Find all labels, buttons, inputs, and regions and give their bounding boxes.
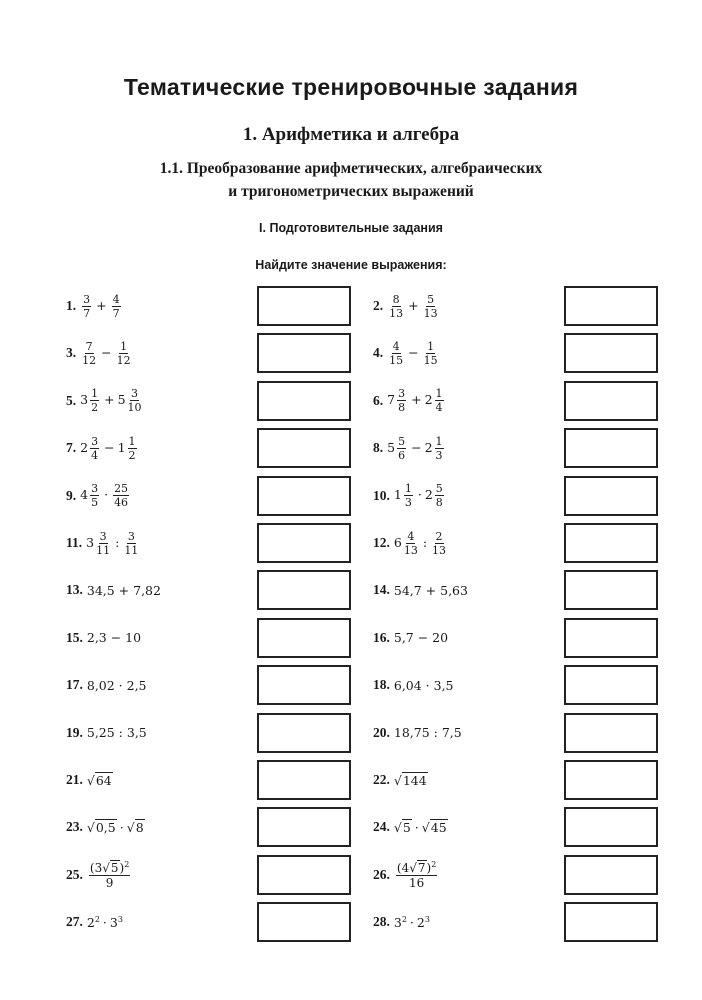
whole-part: 1	[117, 439, 126, 455]
operator: ·	[104, 487, 109, 503]
radicand: 144	[402, 772, 427, 788]
denominator: 13	[403, 543, 418, 557]
answer-box[interactable]	[257, 333, 351, 373]
denominator: 2	[128, 448, 136, 462]
numerator: 1	[91, 387, 99, 401]
fraction	[432, 531, 446, 556]
expression-text: 18,75 : 7,5	[393, 725, 462, 741]
numerator: 4	[392, 339, 400, 353]
denominator: 4	[435, 401, 443, 415]
numerator	[89, 861, 130, 876]
task-item	[373, 712, 462, 754]
task-number: 12.	[373, 535, 390, 550]
fraction	[96, 531, 110, 556]
fraction	[435, 436, 444, 461]
fraction	[128, 436, 137, 461]
answer-box[interactable]	[564, 902, 658, 942]
answer-box[interactable]	[564, 618, 658, 658]
task-expression	[87, 861, 132, 889]
answer-box[interactable]	[564, 428, 658, 468]
fraction	[124, 531, 138, 556]
denominator: 7	[83, 306, 91, 320]
fraction	[424, 294, 438, 319]
task-expression	[87, 915, 123, 930]
task-number: 21.	[66, 772, 83, 787]
whole-part: 6	[393, 534, 402, 550]
coefficient: 4	[401, 860, 410, 875]
whole-part: 7	[387, 392, 396, 408]
answer-box[interactable]	[564, 665, 658, 705]
numerator: 1	[435, 434, 443, 448]
task-item	[373, 569, 468, 611]
task-item	[373, 854, 439, 896]
fraction	[90, 388, 99, 413]
expression-text: 6,04 · 3,5	[393, 677, 454, 693]
power: $2^3$	[416, 914, 430, 930]
fraction	[389, 341, 403, 366]
numerator: 4	[407, 529, 415, 543]
square-root	[409, 862, 426, 874]
task-item	[66, 380, 144, 422]
fraction	[128, 388, 142, 413]
denominator: 13	[389, 306, 404, 320]
fraction	[397, 388, 406, 413]
fraction	[82, 341, 96, 366]
denominator: 13	[423, 306, 438, 320]
radical-sign: √	[86, 819, 95, 835]
denominator: 6	[398, 448, 406, 462]
expression-text: 8,02 · 2,5	[86, 677, 147, 693]
operator: ·	[409, 914, 414, 930]
operator: +	[408, 297, 419, 313]
paren: )	[426, 860, 432, 875]
radicand: 5	[110, 860, 119, 875]
power: $3^2$	[393, 914, 407, 930]
paren: (	[89, 860, 95, 875]
radical-sign: √	[409, 860, 417, 875]
task-expression	[87, 820, 145, 835]
denominator: 15	[389, 353, 404, 367]
denominator: 12	[82, 353, 97, 367]
square-root	[87, 820, 117, 835]
square-root	[394, 773, 428, 788]
task-item	[373, 617, 448, 659]
answer-box[interactable]	[564, 476, 658, 516]
task-number: 22.	[373, 772, 390, 787]
paren: (	[396, 860, 402, 875]
operator: −	[104, 439, 115, 455]
task-number: 11.	[66, 535, 83, 550]
operator: −	[408, 344, 419, 360]
answer-box[interactable]	[257, 902, 351, 942]
answer-box[interactable]	[257, 807, 351, 847]
task-number: 7.	[66, 440, 77, 456]
task-item	[373, 759, 428, 801]
square-root	[87, 773, 113, 788]
answer-box[interactable]	[564, 286, 658, 326]
whole-part: 2	[424, 439, 433, 455]
task-item	[373, 285, 440, 327]
numerator: 3	[91, 434, 99, 448]
denominator: 2	[91, 401, 99, 415]
task-expression	[87, 630, 141, 645]
exponent: 3	[424, 914, 430, 924]
radical-sign: √	[421, 819, 430, 835]
expression-text: 2,3 − 10	[86, 630, 142, 646]
task-number: 17.	[66, 677, 83, 693]
task-expression	[394, 725, 462, 740]
task-number: 25.	[66, 866, 83, 882]
numerator: 3	[127, 529, 135, 543]
page-title: Тематические тренировочные задания	[123, 74, 579, 100]
answer-box[interactable]	[564, 523, 658, 563]
denominator: 3	[435, 448, 443, 462]
operator: ·	[414, 819, 419, 835]
denominator: 46	[114, 496, 129, 510]
fraction	[90, 436, 99, 461]
answer-box[interactable]	[257, 476, 351, 516]
task-expression	[87, 583, 161, 598]
numerator: 3	[91, 482, 99, 496]
radical-sign: √	[102, 860, 110, 875]
whole-part: 2	[80, 439, 89, 455]
fraction	[90, 483, 99, 508]
fraction	[89, 861, 130, 889]
denominator: 16	[408, 875, 425, 890]
expression-text: 54,7 + 5,63	[393, 582, 468, 598]
operator: +	[96, 297, 107, 313]
task-item	[373, 806, 448, 848]
task-expression	[80, 388, 143, 413]
task-number: 6.	[373, 392, 384, 408]
denominator: 13	[432, 543, 447, 557]
numerator: 3	[131, 387, 139, 401]
radical-sign: √	[393, 772, 402, 788]
numerator: 5	[427, 292, 435, 306]
numerator: 7	[85, 339, 93, 353]
radicand: 45	[430, 819, 447, 835]
task-number: 23.	[66, 819, 83, 835]
fraction	[113, 483, 129, 508]
task-number: 16.	[373, 629, 390, 645]
task-number: 19.	[66, 724, 83, 740]
expression-text: 5,25 : 3,5	[86, 725, 147, 741]
operator: +	[104, 392, 115, 408]
radical-sign: √	[393, 819, 402, 835]
task-number: 20.	[373, 724, 390, 740]
numerator: 2	[435, 529, 443, 543]
operator: :	[422, 534, 428, 550]
task-item	[66, 617, 141, 659]
radicand: 8	[135, 819, 144, 835]
denominator: 9	[105, 875, 114, 890]
paren: )	[119, 860, 125, 875]
answer-box[interactable]	[257, 713, 351, 753]
denominator: 12	[116, 353, 131, 367]
power: $2^2$	[86, 914, 100, 930]
denominator: 5	[91, 496, 99, 510]
answer-box[interactable]	[564, 760, 658, 800]
task-number: 2.	[373, 298, 384, 313]
fraction	[397, 436, 406, 461]
instruction-text: Найдите значение выражения:	[255, 258, 447, 272]
whole-part: 2	[424, 487, 433, 503]
expression-text: 5,7 − 20	[393, 630, 449, 646]
numerator	[396, 861, 437, 876]
answer-box[interactable]	[257, 618, 351, 658]
answer-box[interactable]	[564, 570, 658, 610]
radical-sign: √	[86, 772, 95, 788]
task-expression	[86, 531, 140, 556]
subsection-line-1: 1.1. Преобразование арифметических, алгебраических	[159, 160, 543, 177]
denominator: 8	[435, 496, 443, 510]
task-expression	[394, 583, 468, 598]
task-number: 24.	[373, 819, 390, 835]
answer-box[interactable]	[564, 807, 658, 847]
task-expression	[80, 341, 132, 366]
numerator: 1	[404, 482, 412, 496]
answer-box[interactable]	[257, 855, 351, 895]
task-expression	[394, 773, 428, 788]
operator: :	[115, 534, 120, 550]
task-expression	[394, 861, 439, 889]
fraction	[396, 861, 437, 889]
answer-box[interactable]	[257, 286, 351, 326]
operator: −	[101, 344, 112, 360]
numerator: 1	[120, 339, 128, 353]
task-item	[66, 285, 123, 327]
task-expression	[394, 915, 430, 930]
subsection-line-2: и тригонометрических выражений	[228, 183, 474, 200]
task-expression	[387, 341, 439, 366]
task-item	[66, 712, 147, 754]
task-item	[66, 569, 161, 611]
denominator: 11	[96, 543, 111, 557]
exponent: 3	[117, 914, 123, 924]
task-number: 28.	[373, 914, 390, 930]
task-expression	[387, 388, 445, 413]
task-number: 15.	[66, 629, 83, 645]
whole-part: 5	[387, 439, 396, 455]
task-expression	[387, 436, 445, 461]
radicand: 5	[402, 819, 411, 835]
answer-box[interactable]	[257, 570, 351, 610]
task-expression	[394, 531, 448, 556]
answer-box[interactable]	[564, 381, 658, 421]
task-number: 27.	[66, 914, 83, 930]
task-number: 14.	[373, 582, 390, 598]
whole-part: 3	[86, 534, 95, 550]
fraction	[424, 341, 438, 366]
answer-box[interactable]	[257, 760, 351, 800]
numerator: 4	[112, 292, 120, 306]
denominator: 4	[91, 448, 99, 462]
fraction	[389, 294, 403, 319]
task-number: 9.	[66, 487, 77, 503]
task-expression	[394, 630, 448, 645]
operator: +	[411, 392, 422, 408]
numerator: 5	[435, 482, 443, 496]
fraction	[404, 531, 418, 556]
task-item	[373, 901, 430, 943]
answer-box[interactable]	[257, 428, 351, 468]
operator: ·	[417, 487, 422, 503]
numerator: 3	[99, 529, 107, 543]
part-heading: I. Подготовительные задания	[259, 221, 443, 235]
task-item	[66, 759, 113, 801]
numerator: 1	[427, 339, 435, 353]
task-item	[66, 332, 133, 374]
operator: ·	[102, 914, 107, 930]
expression-text: 34,5 + 7,82	[86, 582, 161, 598]
task-expression	[387, 294, 439, 319]
radicand: 7	[417, 860, 426, 875]
numerator: 1	[435, 387, 443, 401]
whole-part: 4	[80, 487, 89, 503]
numerator: 3	[398, 387, 406, 401]
task-number: 8.	[373, 440, 384, 456]
denominator: 8	[398, 401, 406, 415]
task-item	[66, 475, 131, 517]
whole-part: 3	[80, 392, 89, 408]
denominator: 15	[423, 353, 438, 367]
answer-box[interactable]	[257, 381, 351, 421]
numerator: 1	[128, 434, 136, 448]
square-root	[127, 820, 145, 835]
fraction	[404, 483, 413, 508]
task-number: 26.	[373, 866, 390, 882]
square-root	[102, 862, 119, 874]
task-item	[373, 332, 440, 374]
power: $3^3$	[109, 914, 123, 930]
whole-part: 2	[424, 392, 433, 408]
exponent: 2	[124, 859, 130, 869]
task-item	[66, 427, 139, 469]
task-item	[373, 475, 446, 517]
fraction	[117, 341, 131, 366]
subsection-heading	[0, 157, 702, 203]
task-expression	[87, 678, 147, 693]
task-item	[66, 901, 123, 943]
numerator: 3	[83, 292, 91, 306]
task-expression	[394, 820, 448, 835]
task-expression	[394, 483, 446, 508]
task-number: 18.	[373, 677, 390, 693]
task-item	[66, 854, 132, 896]
fraction	[435, 483, 444, 508]
task-expression	[80, 436, 138, 461]
operator: −	[411, 439, 422, 455]
denominator: 7	[112, 306, 120, 320]
numerator: 25	[114, 482, 129, 496]
answer-box[interactable]	[257, 523, 351, 563]
numerator: 8	[392, 292, 400, 306]
section-heading: 1. Арифметика и алгебра	[242, 124, 460, 145]
task-item	[66, 522, 140, 564]
task-item	[373, 427, 446, 469]
numerator: 5	[398, 434, 406, 448]
task-item	[373, 380, 446, 422]
fraction	[82, 294, 91, 319]
task-number: 5.	[66, 392, 77, 408]
task-number: 13.	[66, 582, 83, 598]
denominator: 3	[404, 496, 412, 510]
exponent: 2	[94, 914, 100, 924]
answer-box[interactable]	[564, 713, 658, 753]
task-expression	[87, 773, 113, 788]
task-expression	[80, 294, 122, 319]
task-item	[373, 664, 454, 706]
radical-sign: √	[126, 819, 135, 835]
exponent: 2	[431, 859, 437, 869]
whole-part: 1	[393, 487, 402, 503]
task-number: 1.	[66, 298, 77, 313]
answer-box[interactable]	[257, 665, 351, 705]
fraction	[435, 388, 444, 413]
task-item	[66, 664, 147, 706]
denominator: 10	[127, 401, 142, 415]
answer-box[interactable]	[564, 855, 658, 895]
answer-box[interactable]	[564, 333, 658, 373]
task-expression	[87, 725, 147, 740]
task-number: 10.	[373, 487, 390, 503]
whole-part: 5	[117, 392, 126, 408]
task-number: 3.	[66, 345, 77, 361]
radicand: 64	[95, 772, 112, 788]
denominator: 11	[124, 543, 139, 557]
task-number: 4.	[373, 345, 384, 361]
task-item	[66, 806, 145, 848]
exponent: 2	[401, 914, 407, 924]
task-expression	[80, 483, 131, 508]
task-expression	[394, 678, 454, 693]
radicand: 0,5	[95, 819, 116, 835]
coefficient: 3	[94, 860, 103, 875]
task-item	[373, 522, 448, 564]
square-root	[394, 820, 412, 835]
operator: ·	[119, 819, 124, 835]
square-root	[422, 820, 448, 835]
fraction	[112, 294, 121, 319]
